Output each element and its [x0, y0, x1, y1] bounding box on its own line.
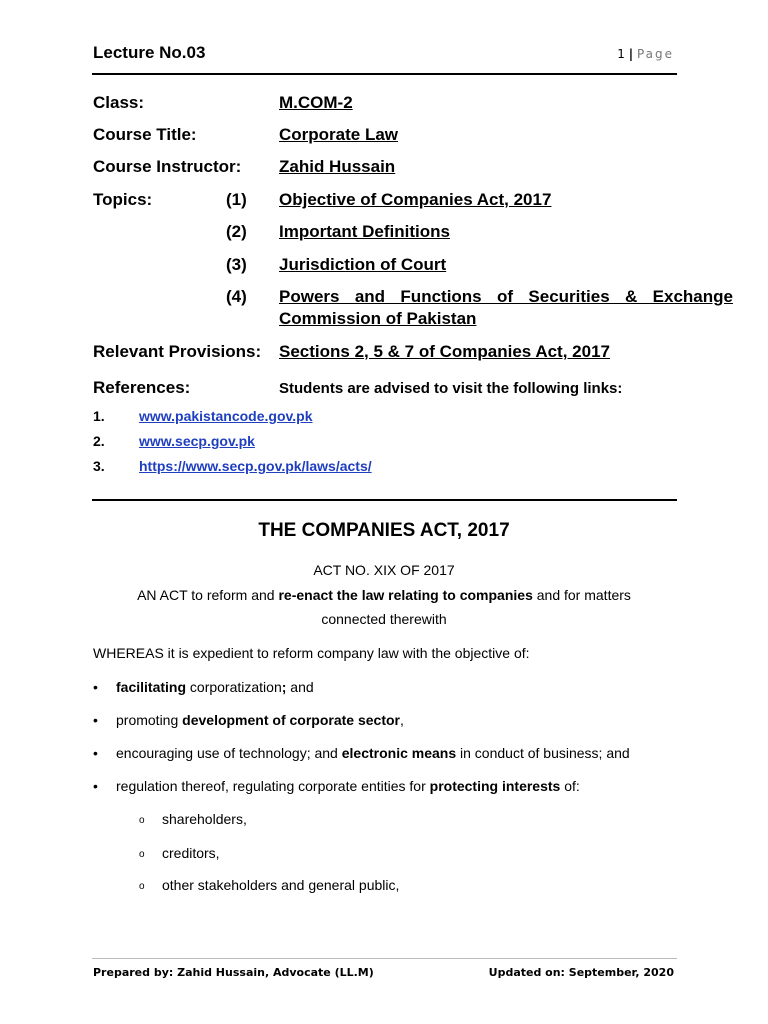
class-value: M.COM-2: [279, 93, 353, 112]
provisions-value: Sections 2, 5 & 7 of Companies Act, 2017: [279, 342, 610, 361]
topic-number: (1): [226, 190, 247, 209]
topic-number: (4): [226, 287, 247, 306]
topic-text-line1: Powers and Functions of Securities & Exchange: [279, 287, 733, 306]
bullet-marker: •: [93, 778, 98, 794]
section-rule: [92, 499, 677, 501]
sub-item: shareholders,: [162, 811, 247, 827]
preamble-bold: re-enact the law relating to companies: [278, 587, 533, 603]
link-secp[interactable]: www.secp.gov.pk: [139, 433, 255, 449]
references-label: References:: [93, 378, 191, 397]
bullet-text: promoting: [116, 712, 183, 728]
bullet-text: encouraging use of technology; and: [116, 745, 342, 761]
topics-label: Topics:: [93, 190, 153, 209]
page-number-separator: |: [628, 47, 634, 61]
bullet-item: [116, 745, 630, 761]
topic-text: Important Definitions: [279, 222, 450, 241]
page-number: [617, 47, 674, 61]
bullet-text: ,: [399, 712, 404, 728]
bullet-bold: facilitating: [116, 679, 187, 695]
topic-number: (2): [226, 222, 247, 241]
act-preamble: [0, 587, 768, 603]
instructor-label: Course Instructor:: [93, 157, 242, 176]
topic-text: Objective of Companies Act, 2017: [279, 190, 552, 209]
topic-text-line2: Commission of Pakistan: [279, 309, 477, 328]
bullet-semicolon: ;: [281, 679, 287, 695]
bullet-text: and: [286, 679, 314, 695]
sub-bullet-marker: o: [139, 815, 145, 826]
references-note: Students are advised to visit the following links:: [279, 380, 623, 397]
bullet-bold: electronic means: [341, 745, 457, 761]
lecture-number: Lecture No.03: [93, 43, 206, 62]
link-number: 2.: [93, 433, 105, 449]
sub-item: other stakeholders and general public,: [162, 877, 400, 893]
whereas-text: WHEREAS it is expedient to reform company law with the objective of:: [93, 645, 530, 661]
bullet-marker: •: [93, 679, 98, 695]
bullet-bold: development of corporate sector: [182, 712, 400, 728]
link-number: 1.: [93, 408, 105, 424]
bullet-item: [116, 679, 314, 695]
bullet-text: in conduct of business; and: [456, 745, 630, 761]
topic-text: Jurisdiction of Court: [279, 255, 447, 274]
link-pakistancode[interactable]: www.pakistancode.gov.pk: [139, 408, 313, 424]
sub-bullet-marker: o: [139, 881, 145, 892]
provisions-label: Relevant Provisions:: [93, 342, 262, 361]
bullet-text: corporatization: [186, 679, 282, 695]
sub-item: creditors,: [162, 845, 220, 861]
bullet-text: of:: [560, 778, 580, 794]
sub-bullet-marker: o: [139, 849, 145, 860]
bullet-item: [116, 778, 580, 794]
course-title-label: Course Title:: [93, 125, 197, 144]
page-word: Page: [636, 47, 674, 61]
link-number: 3.: [93, 458, 105, 474]
page-number-value: 1: [617, 47, 625, 61]
link-secp-acts[interactable]: https://www.secp.gov.pk/laws/acts/: [139, 458, 372, 474]
topic-text: [279, 286, 733, 330]
topic-number: (3): [226, 255, 247, 274]
footer-rule: [92, 958, 677, 959]
bullet-item: [116, 712, 404, 728]
bullet-bold: protecting interests: [429, 778, 561, 794]
act-number: ACT NO. XIX OF 2017: [313, 562, 455, 578]
header-rule: [92, 73, 677, 75]
preamble-pre: AN ACT to reform and: [137, 587, 279, 603]
act-preamble-line2: connected therewith: [321, 611, 447, 627]
course-title-value: Corporate Law: [279, 125, 399, 144]
bullet-marker: •: [93, 745, 98, 761]
footer-prepared-by: Prepared by: Zahid Hussain, Advocate (LL.M): [93, 966, 374, 979]
act-title: THE COMPANIES ACT, 2017: [258, 520, 510, 541]
bullet-text: regulation thereof, regulating corporate entities for: [116, 778, 430, 794]
preamble-post: and for matters: [532, 587, 631, 603]
class-label: Class:: [93, 93, 145, 112]
footer-updated-on: Updated on: September, 2020: [488, 966, 674, 979]
bullet-marker: •: [93, 712, 98, 728]
instructor-value: Zahid Hussain: [279, 157, 396, 176]
